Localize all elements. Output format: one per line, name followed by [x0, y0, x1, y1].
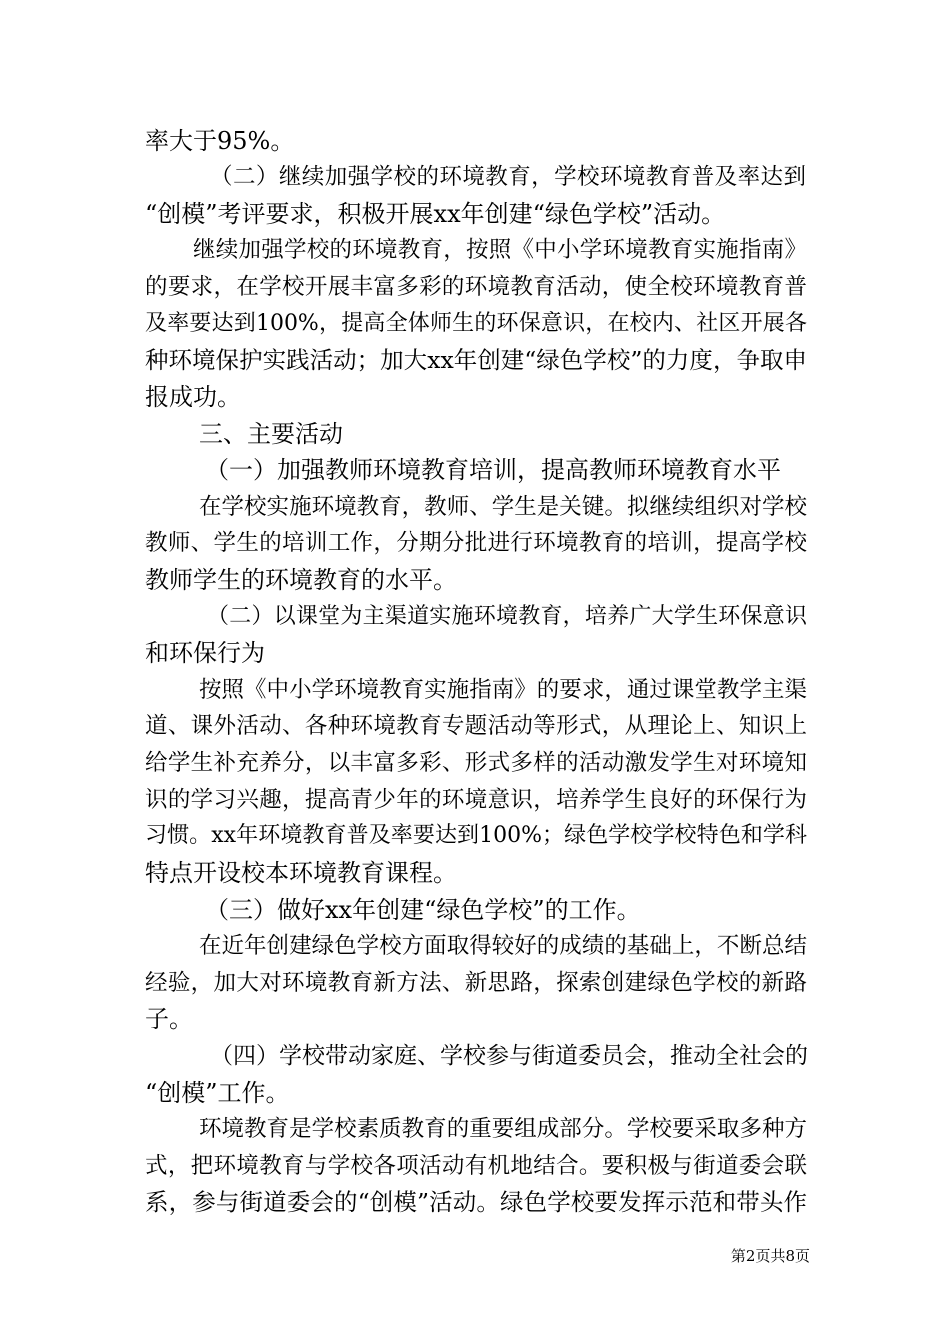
- section-heading: “创模”考评要求，积极开展xx年创建“绿色学校”活动。: [145, 200, 726, 228]
- paragraph-line: 环境教育是学校素质教育的重要组成部分。学校要采取多种方: [199, 1116, 807, 1142]
- paragraph-line: 继续加强学校的环境教育，按照《中小学环境教育实施指南》: [193, 237, 807, 263]
- section-heading: （二）以课堂为主渠道实施环境教育，培养广大学生环保意识: [207, 604, 807, 629]
- paragraph-line: 的要求，在学校开展丰富多彩的环境教育活动，使全校环境教育普: [145, 274, 807, 300]
- section-heading: （一）加强教师环境教育培训，提高教师环境教育水平: [205, 456, 781, 484]
- page-number: 第2页共8页: [730, 1247, 810, 1265]
- paragraph-line: 特点开设校本环境教育课程。: [145, 859, 457, 887]
- paragraph-line: 教师学生的环境教育的水平。: [145, 566, 457, 594]
- paragraph-line: 系，参与街道委会的“创模”活动。绿色学校要发挥示范和带头作: [145, 1188, 807, 1216]
- paragraph-line: 及率要达到100%，提高全体师生的环保意识，在校内、社区开展各: [145, 311, 807, 336]
- paragraph-line: 报成功。: [145, 383, 241, 411]
- paragraph-line: 识的学习兴趣，提高青少年的环境意识，培养学生良好的环保行为: [145, 787, 807, 813]
- paragraph-line: 经验，加大对环境教育新方法、新思路，探索创建绿色学校的新路: [145, 970, 807, 996]
- section-heading: （四）学校带动家庭、学校参与街道委员会，推动全社会的: [210, 1043, 808, 1069]
- section-heading: （二）继续加强学校的环境教育，学校环境教育普及率达到: [210, 164, 806, 190]
- paragraph-line: 按照《中小学环境教育实施指南》的要求，通过课堂教学主渠: [199, 677, 807, 703]
- paragraph-line: 教师、学生的培训工作，分期分批进行环境教育的培训，提高学校: [145, 530, 807, 556]
- section-heading: “创模”工作。: [145, 1079, 290, 1107]
- paragraph-line: 在近年创建绿色学校方面取得较好的成绩的基础上，不断总结: [199, 933, 807, 959]
- paragraph-line: 式，把环境教育与学校各项活动有机地结合。要积极与街道委会联: [145, 1153, 807, 1179]
- section-heading: 和环保行为: [145, 639, 265, 667]
- section-heading: 三、主要活动: [199, 420, 343, 448]
- text-line: 率大于95%。: [145, 127, 295, 155]
- paragraph-line: 给学生补充养分，以丰富多彩、形式多样的活动激发学生对环境知: [145, 750, 807, 776]
- paragraph-line: 习惯。xx年环境教育普及率要达到100%；绿色学校学校特色和学科: [145, 823, 807, 848]
- paragraph-line: 子。: [145, 1005, 193, 1033]
- paragraph-line: 道、课外活动、各种环境教育专题活动等形式，从理论上、知识上: [145, 713, 807, 739]
- paragraph-line: 种环境保护实践活动；加大xx年创建“绿色学校”的力度，争取申: [145, 346, 807, 374]
- section-heading: （三）做好xx年创建“绿色学校”的工作。: [205, 896, 641, 924]
- paragraph-line: 在学校实施环境教育，教师、学生是关键。拟继续组织对学校: [199, 494, 807, 520]
